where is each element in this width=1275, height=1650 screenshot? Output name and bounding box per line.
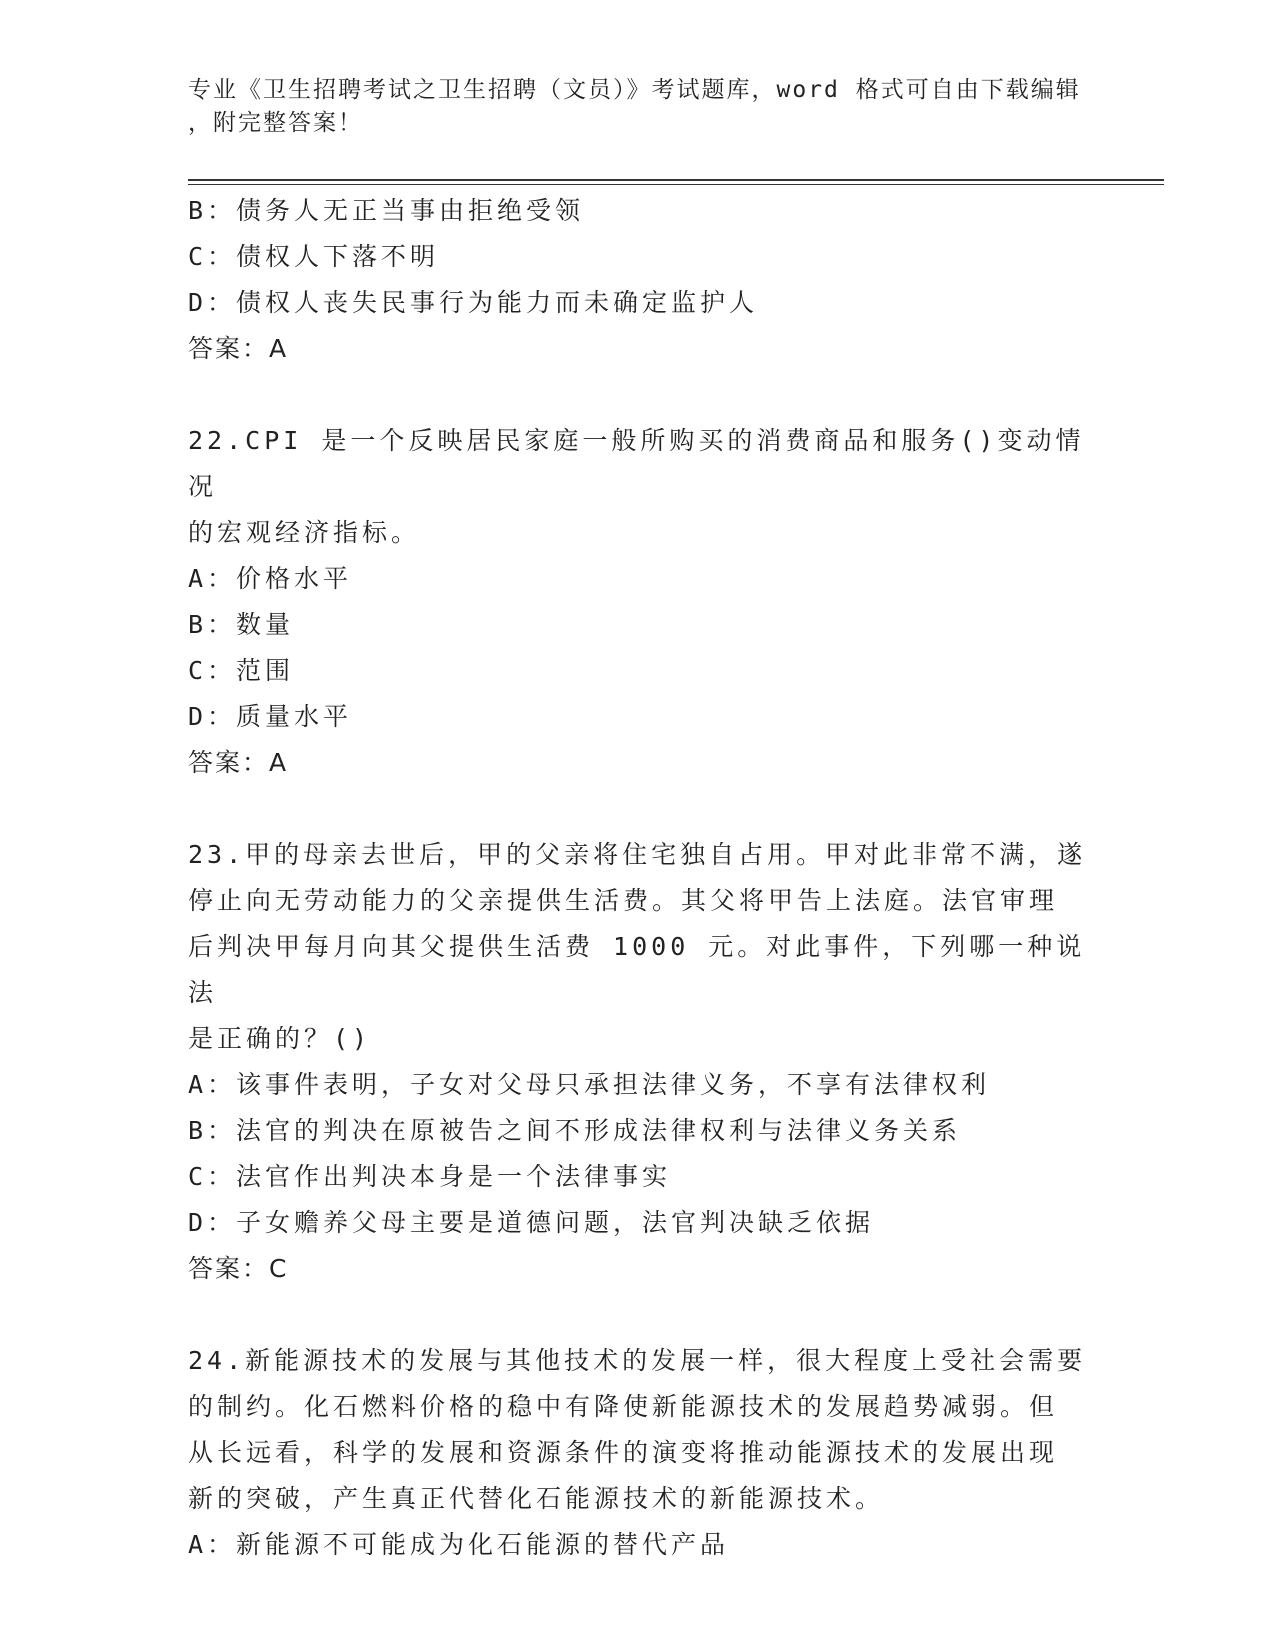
option-d: D：子女赡养父母主要是道德问题，法官判决缺乏依据 xyxy=(188,1208,875,1237)
question-stem-line: 22.CPI 是一个反映居民家庭一般所购买的消费商品和服务()变动情况 xyxy=(188,426,1085,501)
option-a: A：价格水平 xyxy=(188,564,353,593)
question-23 xyxy=(188,832,1088,1292)
header-divider-thin xyxy=(188,184,1164,185)
option-b: B：债务人无正当事由拒绝受领 xyxy=(188,196,585,225)
question-24 xyxy=(188,1338,1088,1568)
question-stem-line: 新的突破，产生真正代替化石能源技术的新能源技术。 xyxy=(188,1484,885,1513)
question-stem-line: 的宏观经济指标。 xyxy=(188,518,421,547)
header-divider-thick xyxy=(188,179,1164,181)
option-c: C：债权人下落不明 xyxy=(188,242,440,271)
question-21-tail xyxy=(188,188,1088,372)
answer: 答案：C xyxy=(188,1254,289,1283)
option-c: C：范围 xyxy=(188,656,295,685)
option-a: A：新能源不可能成为化石能源的替代产品 xyxy=(188,1530,730,1559)
option-a: A：该事件表明，子女对父母只承担法律义务，不享有法律权利 xyxy=(188,1070,991,1099)
question-stem-line: 24.新能源技术的发展与其他技术的发展一样，很大程度上受社会需要 xyxy=(188,1346,1087,1375)
header-line-2: ，附完整答案！ xyxy=(188,110,363,136)
question-stem-line: 的制约。化石燃料价格的稳中有降使新能源技术的发展趋势减弱。但 xyxy=(188,1392,1059,1421)
option-d: D：质量水平 xyxy=(188,702,353,731)
answer: 答案：A xyxy=(188,748,289,777)
option-b: B：法官的判决在原被告之间不形成法律权利与法律义务关系 xyxy=(188,1116,962,1145)
question-stem-line: 后判决甲每月向其父提供生活费 1000 元。对此事件，下列哪一种说法 xyxy=(188,932,1086,1007)
question-stem-line: 是正确的？() xyxy=(188,1024,372,1053)
question-22 xyxy=(188,418,1088,786)
option-b: B：数量 xyxy=(188,610,295,639)
option-c: C：法官作出判决本身是一个法律事实 xyxy=(188,1162,672,1191)
option-d: D：债权人丧失民事行为能力而未确定监护人 xyxy=(188,288,759,317)
header-line-1: 专业《卫生招聘考试之卫生招聘（文员）》考试题库，word 格式可自由下载编辑 xyxy=(188,77,1081,103)
question-stem-line: 停止向无劳动能力的父亲提供生活费。其父将甲告上法庭。法官审理 xyxy=(188,886,1059,915)
question-list xyxy=(188,188,1088,1568)
question-stem-line: 从长远看，科学的发展和资源条件的演变将推动能源技术的发展出现 xyxy=(188,1438,1059,1467)
document-header xyxy=(188,74,1088,140)
question-stem-line: 23.甲的母亲去世后，甲的父亲将住宅独自占用。甲对此非常不满，遂 xyxy=(188,840,1087,869)
answer: 答案：A xyxy=(188,334,289,363)
